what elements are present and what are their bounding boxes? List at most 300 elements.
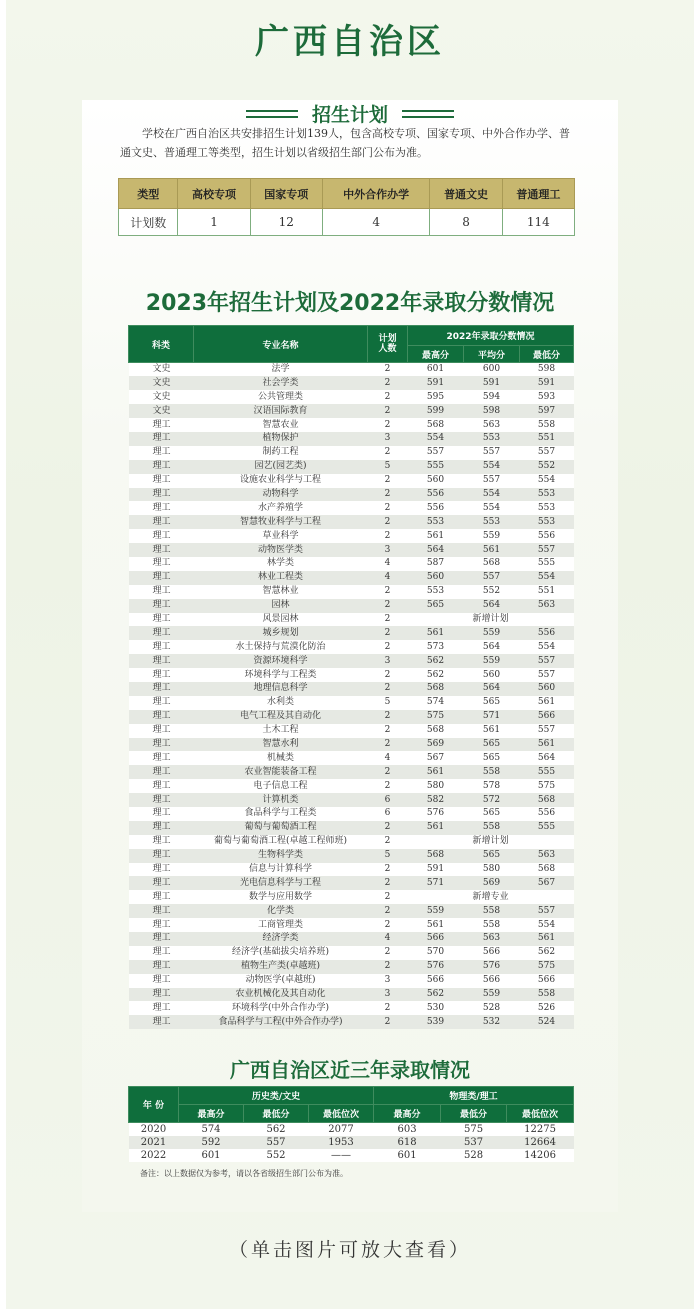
cell-avg: 554 [464, 488, 520, 502]
cell-max: 566 [408, 932, 464, 946]
cell-avg: 591 [464, 376, 520, 390]
cell-major: 资源环境科学 [194, 654, 368, 668]
history-row [129, 1136, 574, 1149]
cell-type: 理工 [129, 474, 194, 488]
cell-min: 551 [520, 585, 574, 599]
cell-major: 农业机械化及其自动化 [194, 988, 368, 1002]
cell-plan: 2 [368, 890, 408, 904]
cell-plan: 2 [368, 404, 408, 418]
table-row [129, 890, 574, 904]
history-cell: 552 [244, 1149, 309, 1162]
cell-avg: 565 [464, 696, 520, 710]
cell-min: 526 [520, 1001, 574, 1015]
history-cell: 14206 [507, 1149, 574, 1162]
cell-max: 555 [408, 460, 464, 474]
cell-type: 理工 [129, 793, 194, 807]
plan-title: 招生计划 [311, 104, 388, 126]
region-title: 广西自治区 [255, 22, 445, 62]
cell-max: 570 [408, 946, 464, 960]
table-row [129, 571, 574, 585]
cell-type: 理工 [129, 779, 194, 793]
cell-min: 556 [520, 807, 574, 821]
table-row [129, 876, 574, 890]
cell-plan: 2 [368, 488, 408, 502]
table-row [129, 807, 574, 821]
table-row [129, 543, 574, 557]
cell-avg: 594 [464, 390, 520, 404]
cell-plan: 2 [368, 668, 408, 682]
cell-plan: 2 [368, 363, 408, 377]
cell-min: 554 [520, 474, 574, 488]
cell-avg: 557 [464, 571, 520, 585]
cell-max: 571 [408, 876, 464, 890]
plan-intro: 学校在广西自治区共安排招生计划139人，包含高校专项、国家专项、中外合作办学、普通文史、普通理工等类型，招生计划以省级招生部门公布为准。 [120, 127, 570, 159]
cell-avg: 564 [464, 599, 520, 613]
table-row [129, 904, 574, 918]
cell-major: 动物医学(卓越班) [194, 974, 368, 988]
cell-type: 理工 [129, 640, 194, 654]
cell-max: 530 [408, 1001, 464, 1015]
table-row [129, 599, 574, 613]
cell-avg: 598 [464, 404, 520, 418]
cell-plan: 6 [368, 807, 408, 821]
cell-max: 595 [408, 390, 464, 404]
cell-max: 566 [408, 974, 464, 988]
cell-type: 理工 [129, 682, 194, 696]
cell-avg: 565 [464, 751, 520, 765]
cell-max: 564 [408, 543, 464, 557]
cell-major: 动物医学类 [194, 543, 368, 557]
cell-plan: 2 [368, 738, 408, 752]
cell-plan: 2 [368, 724, 408, 738]
table-row [129, 988, 574, 1002]
cell-major: 光电信息科学与工程 [194, 876, 368, 890]
cell-avg: 578 [464, 779, 520, 793]
table-row [129, 488, 574, 502]
cell-max: 567 [408, 751, 464, 765]
cell-avg: 566 [464, 946, 520, 960]
cell-min: 591 [520, 376, 574, 390]
cell-type: 理工 [129, 821, 194, 835]
cell-min: 553 [520, 488, 574, 502]
cell-plan: 2 [368, 474, 408, 488]
history-table [128, 1086, 574, 1162]
history-header-group-b: 物理类/理工 [374, 1087, 574, 1105]
cell-min: 563 [520, 599, 574, 613]
cell-plan: 2 [368, 1015, 408, 1029]
cell-max: 568 [408, 849, 464, 863]
cell-major: 生物科学类 [194, 849, 368, 863]
history-cell: 2077 [309, 1123, 374, 1136]
cell-avg: 564 [464, 640, 520, 654]
cell-max: 562 [408, 654, 464, 668]
cell-max: 560 [408, 571, 464, 585]
cell-type: 理工 [129, 668, 194, 682]
cell-plan: 2 [368, 863, 408, 877]
plan-cell: 8 [430, 209, 502, 236]
cell-min: 557 [520, 724, 574, 738]
cell-max: 553 [408, 585, 464, 599]
cell-avg: 559 [464, 988, 520, 1002]
cell-major: 城乡规划 [194, 626, 368, 640]
cell-major: 智慧林业 [194, 585, 368, 599]
cell-plan: 2 [368, 390, 408, 404]
cell-major: 植物保护 [194, 432, 368, 446]
history-cell: 592 [179, 1136, 244, 1149]
table-row [129, 863, 574, 877]
table-row [129, 640, 574, 654]
cell-major: 化学类 [194, 904, 368, 918]
cell-major: 食品科学与工程类 [194, 807, 368, 821]
cell-major: 园林 [194, 599, 368, 613]
cell-avg: 557 [464, 474, 520, 488]
cell-min: 557 [520, 446, 574, 460]
cell-major: 环境科学与工程类 [194, 668, 368, 682]
cell-plan: 2 [368, 876, 408, 890]
cell-max: 576 [408, 807, 464, 821]
header-avg: 平均分 [464, 346, 520, 363]
plan-cell: 1 [178, 209, 250, 236]
table-row [129, 918, 574, 932]
cell-max: 582 [408, 793, 464, 807]
cell-type: 理工 [129, 1015, 194, 1029]
table-row [129, 710, 574, 724]
cell-type: 理工 [129, 918, 194, 932]
plan-cell: 计划数 [119, 209, 178, 236]
cell-plan: 2 [368, 1001, 408, 1015]
cell-max: 576 [408, 960, 464, 974]
cell-type: 理工 [129, 529, 194, 543]
cell-avg: 553 [464, 515, 520, 529]
cell-plan: 4 [368, 557, 408, 571]
cell-avg: 600 [464, 363, 520, 377]
cell-max: 568 [408, 682, 464, 696]
cell-type: 理工 [129, 418, 194, 432]
cell-major: 智慧农业 [194, 418, 368, 432]
cell-avg: 559 [464, 529, 520, 543]
history-cell: 2020 [129, 1123, 179, 1136]
table-row [129, 418, 574, 432]
table-row [129, 446, 574, 460]
history-note: 备注：以上数据仅为参考，请以各省级招生部门公布为准。 [140, 1169, 348, 1178]
history-section-title: 广西自治区近三年录取情况 [230, 1058, 470, 1082]
table-row [129, 585, 574, 599]
cell-major: 园艺(园艺类) [194, 460, 368, 474]
table-row [129, 724, 574, 738]
cell-min: 555 [520, 557, 574, 571]
cell-major: 动物科学 [194, 488, 368, 502]
cell-plan: 3 [368, 988, 408, 1002]
cell-plan: 3 [368, 654, 408, 668]
cell-max: 569 [408, 738, 464, 752]
cell-max: 560 [408, 474, 464, 488]
cell-min: 554 [520, 571, 574, 585]
table-row [129, 668, 574, 682]
cell-plan: 2 [368, 904, 408, 918]
cell-plan: 4 [368, 932, 408, 946]
cell-max: 561 [408, 765, 464, 779]
cell-type: 理工 [129, 696, 194, 710]
admission-section-title: 2023年招生计划及2022年录取分数情况 [145, 291, 555, 316]
cell-plan: 2 [368, 640, 408, 654]
cell-type: 理工 [129, 557, 194, 571]
cell-type: 理工 [129, 988, 194, 1002]
table-row [129, 1015, 574, 1029]
cell-type: 理工 [129, 960, 194, 974]
header-score-group: 2022年录取分数情况 [408, 326, 574, 346]
cell-min: 557 [520, 543, 574, 557]
history-subheader: 最低位次 [507, 1105, 574, 1123]
cell-major: 信息与计算科学 [194, 863, 368, 877]
cell-type: 文史 [129, 390, 194, 404]
history-cell: 574 [179, 1123, 244, 1136]
plan-header-cell: 普通文史 [430, 179, 502, 209]
cell-major: 地理信息科学 [194, 682, 368, 696]
table-row [129, 932, 574, 946]
cell-major: 数学与应用数学 [194, 890, 368, 904]
cell-type: 理工 [129, 724, 194, 738]
cell-avg: 554 [464, 460, 520, 474]
cell-avg: 565 [464, 849, 520, 863]
cell-min: 567 [520, 876, 574, 890]
cell-type: 理工 [129, 890, 194, 904]
plan-header-cell: 国家专项 [250, 179, 322, 209]
cell-plan: 2 [368, 515, 408, 529]
cell-max: 573 [408, 640, 464, 654]
cell-major: 计算机类 [194, 793, 368, 807]
history-cell: 601 [374, 1149, 441, 1162]
cell-min: 575 [520, 960, 574, 974]
cell-major: 食品科学与工程(中外合作办学) [194, 1015, 368, 1029]
header-type: 科类 [129, 326, 194, 363]
table-row [129, 960, 574, 974]
header-plan-label: 计划人数 [378, 334, 397, 354]
table-row [129, 738, 574, 752]
cell-major: 环境科学(中外合作办学) [194, 1001, 368, 1015]
history-cell: 2022 [129, 1149, 179, 1162]
cell-max: 601 [408, 363, 464, 377]
cell-plan: 2 [368, 779, 408, 793]
cell-min: 560 [520, 682, 574, 696]
cell-type: 文史 [129, 376, 194, 390]
cell-min: 556 [520, 626, 574, 640]
cell-type: 理工 [129, 751, 194, 765]
cell-min: 561 [520, 738, 574, 752]
history-cell: 601 [179, 1149, 244, 1162]
cell-max: 565 [408, 599, 464, 613]
cell-plan: 2 [368, 599, 408, 613]
cell-avg: 563 [464, 418, 520, 432]
cell-major: 水利类 [194, 696, 368, 710]
cell-min: 551 [520, 432, 574, 446]
history-cell: 562 [244, 1123, 309, 1136]
plan-cell: 114 [502, 209, 574, 236]
cell-major: 智慧牧业科学与工程 [194, 515, 368, 529]
cell-type: 理工 [129, 765, 194, 779]
cell-avg: 553 [464, 432, 520, 446]
cell-min: 555 [520, 765, 574, 779]
cell-min: 554 [520, 640, 574, 654]
cell-plan: 2 [368, 446, 408, 460]
cell-note: 新增计划 [408, 613, 574, 627]
history-cell: 557 [244, 1136, 309, 1149]
plan-cell: 4 [322, 209, 430, 236]
cell-min: 558 [520, 418, 574, 432]
history-subheader: 最低位次 [309, 1105, 374, 1123]
zoom-hint: （单击图片可放大查看） [228, 1239, 471, 1261]
cell-min: 561 [520, 696, 574, 710]
history-cell: 528 [441, 1149, 507, 1162]
cell-plan: 6 [368, 793, 408, 807]
cell-avg: 571 [464, 710, 520, 724]
history-subheader: 最低分 [441, 1105, 507, 1123]
cell-major: 林学类 [194, 557, 368, 571]
history-subheader: 最高分 [374, 1105, 441, 1123]
cell-type: 理工 [129, 432, 194, 446]
table-row [129, 751, 574, 765]
cell-avg: 552 [464, 585, 520, 599]
cell-avg: 559 [464, 626, 520, 640]
cell-max: 561 [408, 821, 464, 835]
cell-min: 557 [520, 668, 574, 682]
plan-header-cell: 高校专项 [178, 179, 250, 209]
cell-avg: 561 [464, 543, 520, 557]
cell-type: 理工 [129, 738, 194, 752]
cell-min: 568 [520, 863, 574, 877]
cell-major: 葡萄与葡萄酒工程 [194, 821, 368, 835]
cell-major: 机械类 [194, 751, 368, 765]
cell-major: 土木工程 [194, 724, 368, 738]
cell-plan: 2 [368, 613, 408, 627]
cell-type: 理工 [129, 654, 194, 668]
cell-min: 556 [520, 529, 574, 543]
cell-plan: 4 [368, 751, 408, 765]
table-row [129, 501, 574, 515]
cell-plan: 2 [368, 835, 408, 849]
plan-header-cell: 普通理工 [502, 179, 574, 209]
cell-type: 理工 [129, 515, 194, 529]
cell-min: 558 [520, 988, 574, 1002]
cell-avg: 572 [464, 793, 520, 807]
cell-min: 566 [520, 974, 574, 988]
cell-type: 理工 [129, 626, 194, 640]
cell-major: 公共管理类 [194, 390, 368, 404]
cell-plan: 3 [368, 543, 408, 557]
cell-min: 553 [520, 515, 574, 529]
table-row [129, 390, 574, 404]
cell-avg: 565 [464, 738, 520, 752]
cell-min: 575 [520, 779, 574, 793]
table-row [129, 682, 574, 696]
cell-plan: 2 [368, 626, 408, 640]
cell-max: 562 [408, 668, 464, 682]
cell-plan: 4 [368, 571, 408, 585]
cell-avg: 576 [464, 960, 520, 974]
cell-type: 理工 [129, 863, 194, 877]
cell-major: 水土保持与荒漠化防治 [194, 640, 368, 654]
table-row [129, 432, 574, 446]
cell-major: 林业工程类 [194, 571, 368, 585]
cell-major: 风景园林 [194, 613, 368, 627]
cell-min: 524 [520, 1015, 574, 1029]
history-row [129, 1123, 574, 1136]
cell-plan: 2 [368, 682, 408, 696]
history-subheader: 最高分 [179, 1105, 244, 1123]
cell-avg: 580 [464, 863, 520, 877]
cell-type: 理工 [129, 904, 194, 918]
cell-type: 理工 [129, 849, 194, 863]
cell-plan: 2 [368, 585, 408, 599]
cell-min: 553 [520, 501, 574, 515]
cell-avg: 558 [464, 765, 520, 779]
cell-type: 理工 [129, 613, 194, 627]
plan-header [82, 100, 618, 127]
cell-avg: 568 [464, 557, 520, 571]
cell-avg: 558 [464, 904, 520, 918]
table-row [129, 974, 574, 988]
history-cell: —— [309, 1149, 374, 1162]
table-row [129, 376, 574, 390]
cell-avg: 532 [464, 1015, 520, 1029]
cell-avg: 566 [464, 974, 520, 988]
cell-plan: 2 [368, 918, 408, 932]
table-row [129, 765, 574, 779]
cell-type: 理工 [129, 1001, 194, 1015]
cell-min: 561 [520, 932, 574, 946]
cell-max: 580 [408, 779, 464, 793]
history-cell: 1953 [309, 1136, 374, 1149]
cell-type: 理工 [129, 488, 194, 502]
cell-min: 566 [520, 710, 574, 724]
cell-max: 539 [408, 1015, 464, 1029]
cell-plan: 2 [368, 501, 408, 515]
cell-min: 598 [520, 363, 574, 377]
cell-plan: 2 [368, 960, 408, 974]
cell-plan: 5 [368, 849, 408, 863]
header-major: 专业名称 [194, 326, 368, 363]
cell-type: 理工 [129, 571, 194, 585]
cell-max: 591 [408, 376, 464, 390]
cell-avg: 559 [464, 654, 520, 668]
table-row [129, 946, 574, 960]
cell-plan: 5 [368, 460, 408, 474]
cell-min: 564 [520, 751, 574, 765]
cell-max: 556 [408, 501, 464, 515]
cell-max: 575 [408, 710, 464, 724]
cell-max: 561 [408, 918, 464, 932]
cell-min: 554 [520, 918, 574, 932]
table-row [129, 557, 574, 571]
cell-note: 新增计划 [408, 835, 574, 849]
cell-major: 电子信息工程 [194, 779, 368, 793]
cell-major: 植物生产类(卓越班) [194, 960, 368, 974]
cell-max: 562 [408, 988, 464, 1002]
cell-plan: 3 [368, 432, 408, 446]
cell-type: 理工 [129, 501, 194, 515]
cell-max: 561 [408, 626, 464, 640]
cell-min: 568 [520, 793, 574, 807]
cell-max: 599 [408, 404, 464, 418]
cell-type: 理工 [129, 974, 194, 988]
cell-max: 574 [408, 696, 464, 710]
cell-min: 557 [520, 654, 574, 668]
table-row [129, 849, 574, 863]
cell-major: 法学 [194, 363, 368, 377]
history-header-year: 年 份 [129, 1087, 179, 1123]
cell-plan: 2 [368, 376, 408, 390]
cell-plan: 2 [368, 529, 408, 543]
history-cell: 12275 [507, 1123, 574, 1136]
